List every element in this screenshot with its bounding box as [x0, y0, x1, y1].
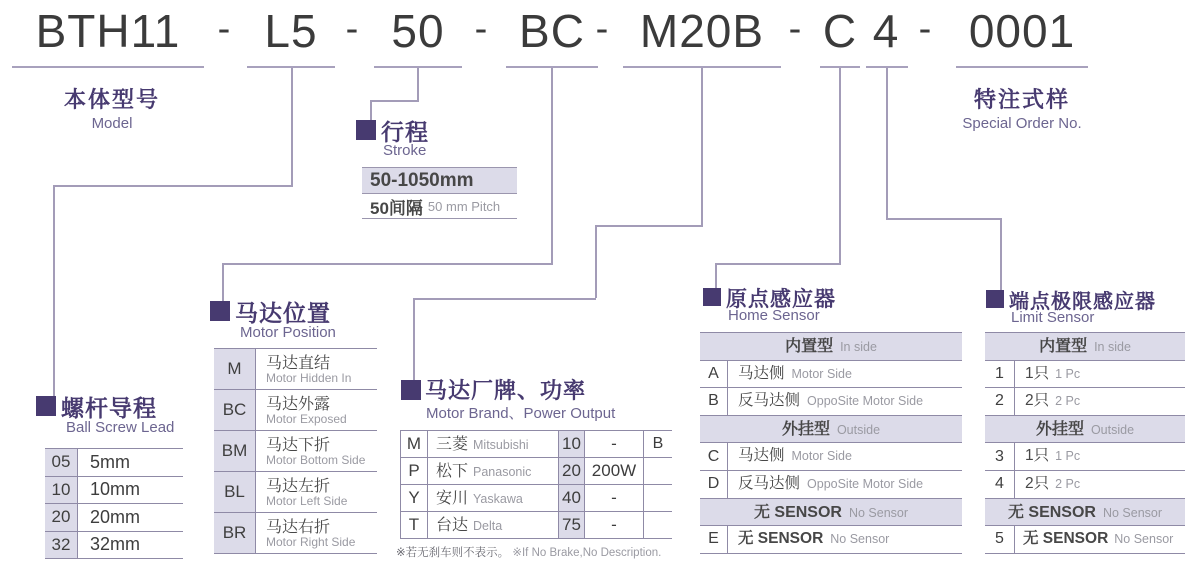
table-row: [985, 471, 1185, 499]
sensor-zh: 2只: [1025, 392, 1050, 410]
sensor-en: 1 Pc: [1055, 449, 1081, 464]
sensor-zh: 2只: [1025, 474, 1050, 492]
section-marker-icon: [986, 290, 1004, 308]
group-en: No Sensor: [1102, 505, 1163, 520]
group-en: Outside: [836, 422, 881, 437]
group-zh: 无 SENSOR: [1007, 503, 1096, 521]
position-en: Motor Exposed: [266, 412, 347, 426]
group-zh: 内置型: [785, 338, 834, 355]
brand-en: Mitsubishi: [473, 438, 529, 452]
table-row: [214, 513, 377, 554]
model-separator: -: [345, 7, 359, 50]
group-en: In side: [1094, 340, 1131, 354]
sensor-zh: 1只: [1025, 364, 1050, 382]
position-code: BM: [214, 431, 256, 471]
power-value: -: [585, 512, 644, 538]
section-marker-icon: [210, 301, 230, 321]
connector-line: [715, 263, 841, 265]
sensor-code: 2: [985, 388, 1015, 415]
table-row: [700, 388, 962, 416]
underline: [956, 66, 1088, 68]
brand-en: Yaskawa: [473, 492, 523, 506]
table-row: [45, 449, 183, 477]
position-zh: 马达右折: [266, 519, 331, 536]
motor-brand-table: [400, 430, 672, 539]
sensor-en: 1 Pc: [1055, 366, 1081, 381]
position-code: M: [214, 349, 256, 389]
stroke-title-zh: 行程: [381, 119, 429, 145]
connector-line: [551, 68, 553, 263]
lead-code: 05: [45, 449, 78, 476]
position-zh: 马达左折: [266, 478, 331, 495]
connector-line: [417, 68, 419, 100]
home-sensor-title-en: Home Sensor: [728, 307, 820, 324]
stroke-range-row: [362, 168, 517, 194]
group-en: Outside: [1090, 422, 1135, 437]
connector-line: [53, 185, 55, 398]
position-zh: 马达直结: [266, 355, 331, 372]
table-header-row: [985, 333, 1185, 361]
limit-sensor-title-zh: 端点极限感应器: [1009, 291, 1156, 313]
stroke-pitch-zh: 50间隔: [370, 198, 423, 218]
model-segment-motor-brand: M20B: [639, 5, 765, 57]
connector-line: [222, 263, 224, 303]
table-row: [700, 471, 962, 499]
group-en: In side: [840, 340, 877, 354]
brake-code: [644, 512, 672, 538]
model-segment-stroke: 50: [391, 5, 445, 57]
table-header-row: [985, 499, 1185, 527]
connector-line: [595, 225, 703, 227]
sensor-code: C: [700, 443, 728, 470]
lead-code: 10: [45, 477, 78, 504]
model-segment-special-order: 0001: [968, 5, 1076, 57]
sensor-en: OppoSite Motor Side: [807, 394, 924, 409]
table-row: [401, 458, 672, 485]
ball-screw-lead-title-zh: 螺杆导程: [61, 395, 157, 421]
ball-screw-lead-table: [45, 448, 183, 559]
sensor-code: 5: [985, 526, 1015, 553]
position-code: BC: [214, 390, 256, 430]
model-segment-lead: L5: [264, 5, 318, 57]
connector-line: [886, 218, 1001, 220]
ball-screw-lead-title-en: Ball Screw Lead: [66, 419, 175, 436]
brand-en: Delta: [473, 519, 503, 533]
limit-sensor-title-en: Limit Sensor: [1011, 309, 1095, 326]
group-zh: 无 SENSOR: [753, 503, 842, 521]
stroke-pitch-row: [362, 194, 517, 219]
table-row: [985, 388, 1185, 416]
brand-code: M: [401, 431, 428, 457]
model-segment-limit-sensor: 4: [872, 5, 900, 57]
brand-zh: 松下: [436, 463, 469, 480]
group-zh: 外挂型: [781, 420, 830, 438]
position-en: Motor Right Side: [266, 535, 356, 549]
connector-line: [886, 68, 888, 218]
table-row: [45, 504, 183, 532]
brake-code: [644, 458, 672, 484]
power-value: 200W: [585, 458, 644, 484]
sensor-zh: 马达侧: [738, 447, 785, 465]
table-row: [985, 443, 1185, 471]
limit-sensor-table: [985, 332, 1185, 554]
model-separator: -: [474, 7, 488, 50]
sensor-en: Motor Side: [791, 366, 852, 381]
connector-line: [595, 225, 597, 298]
connector-line: [370, 100, 419, 102]
brand-en: Panasonic: [473, 465, 532, 479]
lead-value: 5mm: [90, 451, 130, 472]
table-header-row: [700, 499, 962, 527]
power-code: 20: [559, 458, 585, 484]
section-marker-icon: [703, 288, 721, 306]
model-label-en: Model: [91, 115, 133, 132]
table-header-row: [985, 416, 1185, 444]
table-header-row: [700, 333, 962, 361]
table-row: [401, 512, 672, 539]
group-zh: 内置型: [1039, 338, 1088, 355]
section-marker-icon: [36, 396, 56, 416]
power-value: -: [585, 431, 644, 457]
lead-code: 32: [45, 532, 78, 559]
position-code: BR: [214, 513, 256, 553]
home-sensor-table: [700, 332, 962, 554]
position-en: Motor Bottom Side: [266, 453, 366, 467]
brake-code: [644, 485, 672, 511]
sensor-code: E: [700, 526, 728, 553]
sensor-en: No Sensor: [830, 532, 890, 547]
model-separator: -: [918, 7, 932, 50]
section-marker-icon: [356, 120, 376, 140]
model-separator: -: [217, 7, 231, 50]
position-zh: 马达下折: [266, 437, 331, 454]
home-sensor-title-zh: 原点感应器: [726, 288, 836, 311]
brand-code: Y: [401, 485, 428, 511]
power-value: -: [585, 485, 644, 511]
model-segment-motor-position: BC: [519, 5, 585, 57]
sensor-en: OppoSite Motor Side: [807, 476, 924, 491]
sensor-zh: 1只: [1025, 447, 1050, 465]
stroke-range: 50-1050mm: [370, 169, 474, 191]
stroke-title-en: Stroke: [383, 142, 427, 159]
sensor-code: 1: [985, 361, 1015, 388]
special-order-label-zh: 特注式样: [973, 87, 1070, 112]
sensor-en: 2 Pc: [1055, 476, 1081, 491]
table-row: [45, 532, 183, 560]
table-row: [214, 390, 377, 431]
table-row: [214, 472, 377, 513]
motor-brand-title-zh: 马达厂牌、功率: [425, 378, 587, 403]
group-en: No Sensor: [848, 505, 909, 520]
model-segment-home-sensor: C: [822, 5, 858, 57]
connector-line: [715, 263, 717, 291]
table-row: [700, 361, 962, 389]
lead-value: 20mm: [90, 506, 141, 527]
table-row: [45, 477, 183, 505]
brand-code: P: [401, 458, 428, 484]
position-zh: 马达外露: [266, 396, 331, 413]
table-row: [401, 431, 672, 458]
connector-line: [413, 298, 596, 300]
table-row: [700, 526, 962, 554]
power-code: 10: [559, 431, 585, 457]
connector-line: [413, 298, 415, 383]
table-row: [401, 485, 672, 512]
position-en: Motor Left Side: [266, 494, 348, 508]
lead-value: 10mm: [90, 479, 141, 500]
connector-line: [53, 185, 293, 187]
section-marker-icon: [401, 380, 421, 400]
sensor-zh: 无 SENSOR: [1023, 530, 1109, 548]
sensor-en: No Sensor: [1114, 532, 1174, 547]
brake-code: B: [652, 435, 664, 452]
brand-zh: 三菱: [436, 436, 469, 453]
power-code: 75: [559, 512, 585, 538]
sensor-code: 3: [985, 443, 1015, 470]
underline: [12, 66, 204, 68]
sensor-zh: 反马达侧: [738, 392, 801, 410]
sensor-zh: 无 SENSOR: [738, 530, 824, 548]
connector-line: [222, 263, 553, 265]
model-segment-body: BTH11: [35, 5, 181, 57]
motor-brand-title-en: Motor Brand、Power Output: [426, 405, 616, 422]
table-row: [985, 526, 1185, 554]
sensor-en: 2 Pc: [1055, 394, 1081, 409]
table-row: [214, 349, 377, 390]
sensor-code: 4: [985, 471, 1015, 498]
power-code: 40: [559, 485, 585, 511]
model-label-zh: 本体型号: [63, 87, 160, 112]
sensor-code: A: [700, 361, 728, 388]
motor-position-table: [214, 348, 377, 554]
motor-position-title-en: Motor Position: [240, 324, 336, 341]
stroke-pitch-en: 50 mm Pitch: [427, 198, 501, 214]
position-code: BL: [214, 472, 256, 512]
connector-line: [1000, 218, 1002, 292]
table-row: [700, 443, 962, 471]
lead-code: 20: [45, 504, 78, 531]
special-order-label-en: Special Order No.: [962, 115, 1082, 132]
sensor-en: Motor Side: [791, 449, 852, 464]
connector-line: [291, 68, 293, 185]
position-en: Motor Hidden In: [266, 371, 352, 385]
brake-note-en: ※If No Brake,No Description.: [512, 547, 662, 559]
stroke-table: [362, 167, 517, 219]
brake-note: [396, 544, 661, 560]
connector-line: [839, 68, 841, 263]
brand-zh: 台达: [436, 517, 469, 534]
brand-code: T: [401, 512, 428, 538]
motor-position-title-zh: 马达位置: [235, 300, 331, 326]
model-separator: -: [788, 7, 802, 50]
brake-note-zh: ※若无刹车则不表示。: [396, 547, 510, 559]
connector-line: [701, 68, 703, 225]
brand-zh: 安川: [436, 490, 469, 507]
sensor-code: B: [700, 388, 728, 415]
sensor-code: D: [700, 471, 728, 498]
table-row: [214, 431, 377, 472]
sensor-zh: 马达侧: [738, 364, 785, 382]
group-zh: 外挂型: [1035, 420, 1084, 438]
table-row: [985, 361, 1185, 389]
lead-value: 32mm: [90, 534, 141, 555]
model-separator: -: [595, 7, 609, 50]
table-header-row: [700, 416, 962, 444]
sensor-zh: 反马达侧: [738, 474, 801, 492]
